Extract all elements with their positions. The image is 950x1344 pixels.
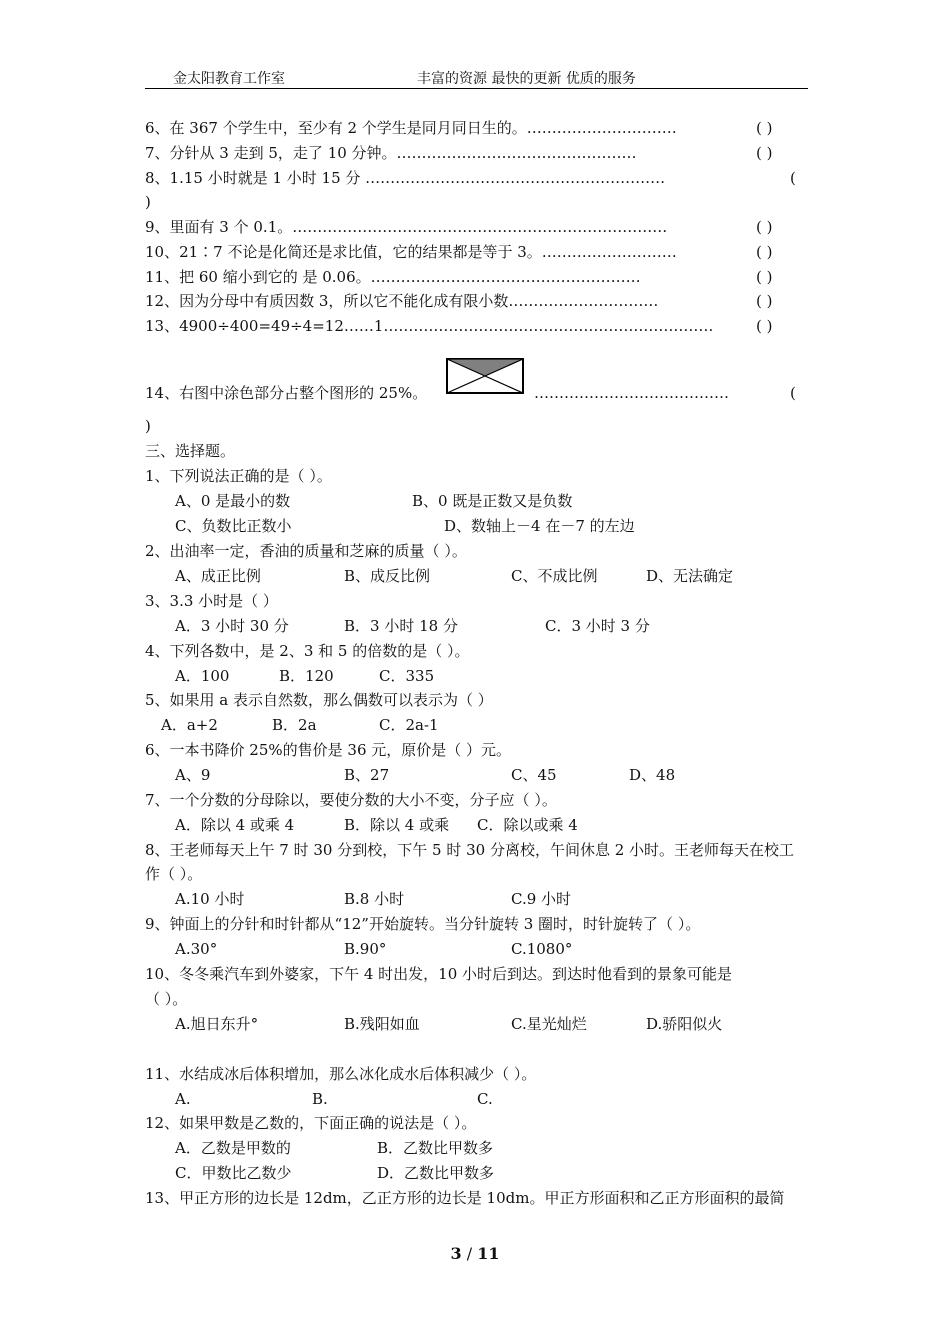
choice-q8-cont: 作（ ）。 (145, 865, 203, 883)
choice-q6-option-d[interactable]: D、48 (629, 766, 676, 784)
choice-q3-option-b[interactable]: B．3 小时 18 分 (344, 617, 458, 635)
judgment-q9: 9、里面有 3 个 0.1。………………………………………………………………… (145, 218, 668, 236)
choice-q3-option-a[interactable]: A．3 小时 30 分 (175, 617, 289, 635)
choice-q12-option-d[interactable]: D．乙数比甲数多 (377, 1164, 495, 1182)
header-right: 丰富的资源 最快的更新 优质的服务 (417, 71, 636, 87)
choice-q9-option-a[interactable]: A.30° (175, 940, 218, 958)
choice-q12-option-b[interactable]: B．乙数比甲数多 (377, 1139, 494, 1157)
choice-q9-option-c[interactable]: C.1080° (511, 940, 573, 958)
judgment-q14: 14、右图中涂色部分占整个图形的 25%。 (145, 384, 428, 402)
choice-q1-option-d[interactable]: D、数轴上－4 在－7 的左边 (444, 517, 635, 535)
choice-q2-option-c[interactable]: C、不成比例 (511, 567, 598, 585)
choice-q2-option-a[interactable]: A、成正比例 (175, 567, 261, 585)
choice-q4-option-a[interactable]: A．100 (175, 667, 230, 685)
choice-q13: 13、甲正方形的边长是 12dm，乙正方形的边长是 10dm。甲正方形面积和乙正方形面积的最简 (145, 1189, 785, 1207)
choice-q3: 3、3.3 小时是（ ） (145, 592, 278, 610)
answer-paren[interactable]: ( ) (756, 119, 773, 137)
choice-q11: 11、水结成冰后体积增加，那么冰化成水后体积减少（ ）。 (145, 1065, 537, 1083)
answer-paren[interactable]: ( ) (756, 317, 773, 335)
choice-q10-option-a[interactable]: A.旭日东升° (175, 1015, 259, 1033)
choice-q5-option-c[interactable]: C．2a-1 (379, 716, 439, 734)
judgment-q13: 13、4900÷400=49÷4=12……1………………………………………………………… (145, 317, 714, 335)
envelope-figure (446, 358, 524, 394)
choice-q1-option-b[interactable]: B、0 既是正数又是负数 (412, 492, 573, 510)
choice-q2-option-d[interactable]: D、无法确定 (646, 567, 734, 585)
choice-q10: 10、冬冬乘汽车到外婆家，下午 4 时出发，10 小时后到达。到达时他看到的景象可能是 (145, 965, 733, 983)
choice-q5-option-b[interactable]: B．2a (272, 716, 317, 734)
choice-q1: 1、下列说法正确的是（ ）。 (145, 467, 332, 485)
judgment-q11: 11、把 60 缩小到它的 是 0.06。……………………………………………… (145, 268, 641, 286)
choice-q2: 2、出油率一定，香油的质量和芝麻的质量（ ）。 (145, 542, 467, 560)
choice-q1-option-a[interactable]: A、0 是最小的数 (175, 492, 291, 510)
choice-q8-option-b[interactable]: B.8 小时 (344, 890, 405, 908)
choice-q11-option-c[interactable]: C. (477, 1090, 493, 1108)
choice-q8-option-c[interactable]: C.9 小时 (511, 890, 572, 908)
choice-q2-option-b[interactable]: B、成反比例 (344, 567, 431, 585)
choice-q11-option-b[interactable]: B. (312, 1090, 328, 1108)
choice-q7: 7、一个分数的分母除以，要使分数的大小不变，分子应（ ）。 (145, 791, 557, 809)
choice-q7-option-c[interactable]: C．除以或乘 4 (477, 816, 578, 834)
choice-q12-option-a[interactable]: A．乙数是甲数的 (175, 1139, 291, 1157)
page-header (145, 68, 808, 89)
choice-q6-option-b[interactable]: B、27 (344, 766, 390, 784)
choice-q6-option-c[interactable]: C、45 (511, 766, 557, 784)
answer-paren-open[interactable]: ( (790, 169, 796, 187)
answer-paren[interactable]: ( ) (756, 268, 773, 286)
choice-q5-option-a[interactable]: A．a+2 (161, 716, 218, 734)
choice-q10-option-c[interactable]: C.星光灿烂 (511, 1015, 587, 1033)
choice-q3-option-c[interactable]: C．3 小时 3 分 (545, 617, 650, 635)
choice-q9: 9、钟面上的分针和时针都从“12”开始旋转。当分针旋转 3 圈时，时针旋转了（ ）。 (145, 915, 701, 933)
judgment-q10: 10、21∶7 不论是化简还是求比值，它的结果都是等于 3。……………………… (145, 243, 677, 261)
answer-paren[interactable]: ( ) (756, 292, 773, 310)
judgment-q14-dots: ………………………………… (534, 384, 729, 402)
answer-paren-close: ) (145, 417, 151, 435)
answer-paren-close: ) (145, 193, 151, 211)
choice-q4-option-c[interactable]: C．335 (379, 667, 435, 685)
answer-paren-open[interactable]: ( (790, 384, 796, 402)
page-current: 3 (450, 1244, 462, 1263)
choice-q7-option-a[interactable]: A．除以 4 或乘 4 (175, 816, 295, 834)
choice-q6-option-a[interactable]: A、9 (175, 766, 211, 784)
choice-q4: 4、下列各数中，是 2、3 和 5 的倍数的是（ ）。 (145, 642, 470, 660)
answer-paren[interactable]: ( ) (756, 144, 773, 162)
choice-q5: 5、如果用 a 表示自然数，那么偶数可以表示为（ ） (145, 691, 493, 709)
page-separator: / (461, 1244, 478, 1263)
header-left: 金太阳教育工作室 (173, 71, 285, 87)
choice-q11-option-a[interactable]: A. (175, 1090, 191, 1108)
page-total: 11 (477, 1244, 500, 1263)
choice-q4-option-b[interactable]: B．120 (279, 667, 334, 685)
judgment-q8: 8、1.15 小时就是 1 小时 15 分 …………………………………………………… (145, 169, 666, 187)
choice-q8-option-a[interactable]: A.10 小时 (175, 890, 245, 908)
section-title: 三、选择题。 (145, 442, 236, 460)
choice-q10-option-b[interactable]: B.残阳如血 (344, 1015, 420, 1033)
choice-q12: 12、如果甲数是乙数的，下面正确的说法是（ ）。 (145, 1114, 477, 1132)
choice-q10-cont: （ ）。 (145, 990, 188, 1008)
choice-q12-option-c[interactable]: C．甲数比乙数少 (175, 1164, 292, 1182)
judgment-q12: 12、因为分母中有质因数 3，所以它不能化成有限小数………………………… (145, 292, 659, 310)
choice-q9-option-b[interactable]: B.90° (344, 940, 387, 958)
choice-q8: 8、王老师每天上午 7 时 30 分到校，下午 5 时 30 分离校，午间休息 2 小时。王老师每天在校工 (145, 841, 795, 859)
judgment-q6: 6、在 367 个学生中，至少有 2 个学生是同月同日生的。………………………… (145, 119, 677, 137)
choice-q1-option-c[interactable]: C、负数比正数小 (175, 517, 292, 535)
page-number (0, 1244, 950, 1263)
choice-q7-option-b[interactable]: B．除以 4 或乘 (344, 816, 450, 834)
judgment-q7: 7、分针从 3 走到 5，走了 10 分钟。………………………………………… (145, 144, 637, 162)
choice-q6: 6、一本书降价 25%的售价是 36 元，原价是（ ）元。 (145, 741, 512, 759)
answer-paren[interactable]: ( ) (756, 243, 773, 261)
answer-paren[interactable]: ( ) (756, 218, 773, 236)
choice-q10-option-d[interactable]: D.骄阳似火 (646, 1015, 723, 1033)
